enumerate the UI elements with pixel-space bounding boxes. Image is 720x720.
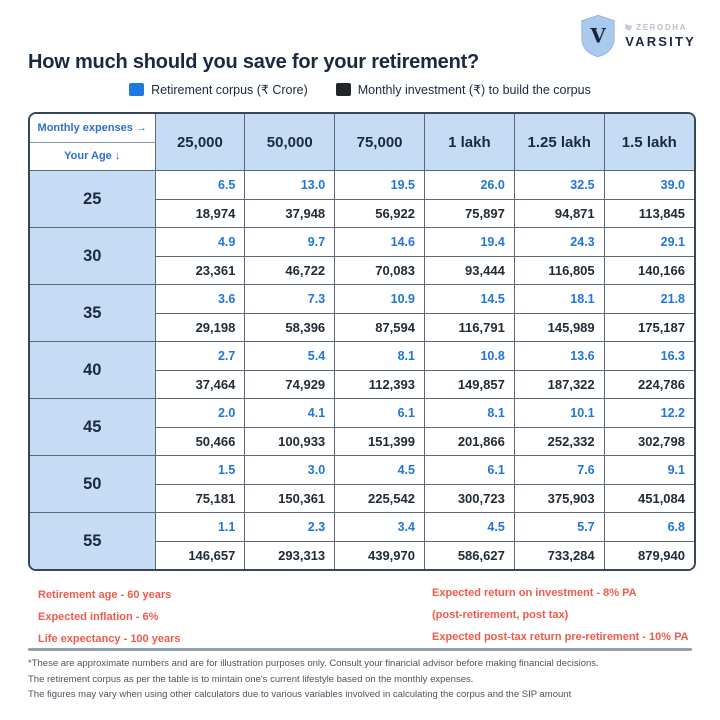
footnote-line: *These are approximate numbers and are for illustration purposes only. Consult your financial advisor before making financial decisions. xyxy=(28,658,599,669)
corpus-value: 10.8 xyxy=(424,342,514,371)
corpus-row xyxy=(30,399,694,428)
investment-value: 146,657 xyxy=(155,541,245,569)
footnote-line: The retirement corpus as per the table is to mintain one's current lifestyle based on the monthly expenses. xyxy=(28,673,474,685)
investment-value: 150,361 xyxy=(245,484,335,513)
expense-column-header: 1.25 lakh xyxy=(514,114,604,171)
investment-value: 56,922 xyxy=(335,199,425,228)
investment-value: 201,866 xyxy=(424,427,514,456)
legend-swatch-icon xyxy=(129,83,144,96)
investment-value: 70,083 xyxy=(335,256,425,285)
investment-value: 37,948 xyxy=(245,199,335,228)
age-cell: 55 xyxy=(30,513,155,570)
corpus-row xyxy=(30,285,694,314)
assumption-note: (post-retirement, post tax) xyxy=(432,609,569,621)
legend xyxy=(0,82,720,97)
investment-value: 586,627 xyxy=(424,541,514,569)
corpus-value: 19.4 xyxy=(424,228,514,257)
corpus-value: 5.7 xyxy=(514,513,604,542)
corpus-value: 16.3 xyxy=(604,342,694,371)
legend-label: Monthly investment (₹) to build the corpus xyxy=(357,83,591,97)
investment-value: 58,396 xyxy=(245,313,335,342)
shield-icon xyxy=(580,14,616,58)
age-cell: 40 xyxy=(30,342,155,399)
age-cell: 25 xyxy=(30,171,155,228)
varsity-logo xyxy=(580,14,696,58)
investment-value: 29,198 xyxy=(155,313,245,342)
corpus-value: 4.5 xyxy=(335,456,425,485)
footnotes xyxy=(28,656,692,703)
divider-rule xyxy=(28,648,692,651)
investment-value: 187,322 xyxy=(514,370,604,399)
corpus-value: 4.5 xyxy=(424,513,514,542)
age-cell: 45 xyxy=(30,399,155,456)
corpus-value: 14.5 xyxy=(424,285,514,314)
corpus-value: 9.1 xyxy=(604,456,694,485)
corpus-value: 29.1 xyxy=(604,228,694,257)
investment-value: 37,464 xyxy=(155,370,245,399)
investment-value: 439,970 xyxy=(335,541,425,569)
corner-cell xyxy=(30,114,155,171)
investment-value: 879,940 xyxy=(604,541,694,569)
corpus-value: 6.8 xyxy=(604,513,694,542)
corpus-value: 3.6 xyxy=(155,285,245,314)
corpus-value: 4.9 xyxy=(155,228,245,257)
corpus-value: 7.6 xyxy=(514,456,604,485)
investment-value: 75,181 xyxy=(155,484,245,513)
investment-value: 46,722 xyxy=(245,256,335,285)
logo-text xyxy=(625,23,696,49)
corpus-value: 18.1 xyxy=(514,285,604,314)
corpus-value: 13.0 xyxy=(245,171,335,200)
corpus-row xyxy=(30,513,694,542)
expense-column-header: 50,000 xyxy=(245,114,335,171)
corpus-value: 14.6 xyxy=(335,228,425,257)
retirement-table-wrap xyxy=(28,112,696,571)
age-cell: 35 xyxy=(30,285,155,342)
legend-item xyxy=(129,82,308,97)
corpus-row xyxy=(30,228,694,257)
investment-value: 116,791 xyxy=(424,313,514,342)
zerodha-label: ZERODHA xyxy=(636,23,687,32)
investment-value: 733,284 xyxy=(514,541,604,569)
corpus-value: 2.7 xyxy=(155,342,245,371)
assumption-note: Retirement age - 60 years xyxy=(38,589,172,601)
investment-value: 100,933 xyxy=(245,427,335,456)
investment-value: 224,786 xyxy=(604,370,694,399)
corpus-value: 9.7 xyxy=(245,228,335,257)
corpus-value: 1.5 xyxy=(155,456,245,485)
page-title: How much should you save for your retirement? xyxy=(28,51,480,74)
corpus-value: 13.6 xyxy=(514,342,604,371)
corpus-value: 6.1 xyxy=(335,399,425,428)
assumptions-right xyxy=(432,582,689,648)
corpus-row xyxy=(30,342,694,371)
investment-value: 113,845 xyxy=(604,199,694,228)
investment-value: 293,313 xyxy=(245,541,335,569)
table-body xyxy=(30,171,694,570)
zerodha-brand xyxy=(625,23,696,32)
corpus-value: 4.1 xyxy=(245,399,335,428)
assumption-note: Expected inflation - 6% xyxy=(38,611,159,623)
assumptions-left xyxy=(38,584,180,650)
investment-value: 375,903 xyxy=(514,484,604,513)
corpus-value: 2.3 xyxy=(245,513,335,542)
corpus-value: 24.3 xyxy=(514,228,604,257)
expense-column-header: 1 lakh xyxy=(424,114,514,171)
investment-value: 116,805 xyxy=(514,256,604,285)
corpus-value: 32.5 xyxy=(514,171,604,200)
investment-value: 87,594 xyxy=(335,313,425,342)
zerodha-kite-icon xyxy=(625,24,632,31)
corpus-value: 7.3 xyxy=(245,285,335,314)
corpus-row xyxy=(30,171,694,200)
corpus-value: 12.2 xyxy=(604,399,694,428)
corpus-value: 2.0 xyxy=(155,399,245,428)
assumption-note: Expected post-tax return pre-retirement - 10% PA xyxy=(432,631,689,643)
corpus-value: 6.1 xyxy=(424,456,514,485)
corpus-value: 19.5 xyxy=(335,171,425,200)
footnote-line: The figures may vary when using other calculators due to various variables involved in calculating the corpus and the SIP amount xyxy=(28,689,572,700)
corpus-value: 5.4 xyxy=(245,342,335,371)
investment-value: 151,399 xyxy=(335,427,425,456)
investment-value: 94,871 xyxy=(514,199,604,228)
expense-column-header: 75,000 xyxy=(335,114,425,171)
age-cell: 30 xyxy=(30,228,155,285)
corpus-value: 26.0 xyxy=(424,171,514,200)
retirement-table xyxy=(30,114,694,569)
legend-item xyxy=(336,82,591,97)
investment-value: 145,989 xyxy=(514,313,604,342)
investment-value: 140,166 xyxy=(604,256,694,285)
investment-value: 74,929 xyxy=(245,370,335,399)
corpus-value: 8.1 xyxy=(335,342,425,371)
monthly-expenses-label: Monthly expenses → xyxy=(30,114,155,143)
investment-value: 300,723 xyxy=(424,484,514,513)
investment-value: 75,897 xyxy=(424,199,514,228)
svg-text:V: V xyxy=(590,23,606,48)
assumption-note: Expected return on investment - 8% PA xyxy=(432,587,637,599)
assumption-note: Life expectancy - 100 years xyxy=(38,633,181,645)
investment-value: 112,393 xyxy=(335,370,425,399)
legend-swatch-icon xyxy=(336,83,351,96)
corpus-value: 21.8 xyxy=(604,285,694,314)
investment-value: 252,332 xyxy=(514,427,604,456)
legend-label: Retirement corpus (₹ Crore) xyxy=(151,83,308,97)
investment-value: 451,084 xyxy=(604,484,694,513)
corpus-value: 3.0 xyxy=(245,456,335,485)
investment-value: 93,444 xyxy=(424,256,514,285)
corpus-value: 10.1 xyxy=(514,399,604,428)
expense-column-header: 1.5 lakh xyxy=(604,114,694,171)
investment-value: 175,187 xyxy=(604,313,694,342)
corpus-value: 39.0 xyxy=(604,171,694,200)
corpus-value: 8.1 xyxy=(424,399,514,428)
investment-value: 23,361 xyxy=(155,256,245,285)
investment-value: 149,857 xyxy=(424,370,514,399)
your-age-label: Your Age ↓ xyxy=(64,150,121,163)
investment-value: 302,798 xyxy=(604,427,694,456)
varsity-label: VARSITY xyxy=(625,34,696,49)
corpus-value: 1.1 xyxy=(155,513,245,542)
corpus-value: 6.5 xyxy=(155,171,245,200)
investment-value: 50,466 xyxy=(155,427,245,456)
investment-value: 225,542 xyxy=(335,484,425,513)
header-row xyxy=(30,114,694,171)
expense-column-header: 25,000 xyxy=(155,114,245,171)
investment-value: 18,974 xyxy=(155,199,245,228)
corpus-value: 10.9 xyxy=(335,285,425,314)
age-cell: 50 xyxy=(30,456,155,513)
corpus-value: 3.4 xyxy=(335,513,425,542)
corpus-row xyxy=(30,456,694,485)
